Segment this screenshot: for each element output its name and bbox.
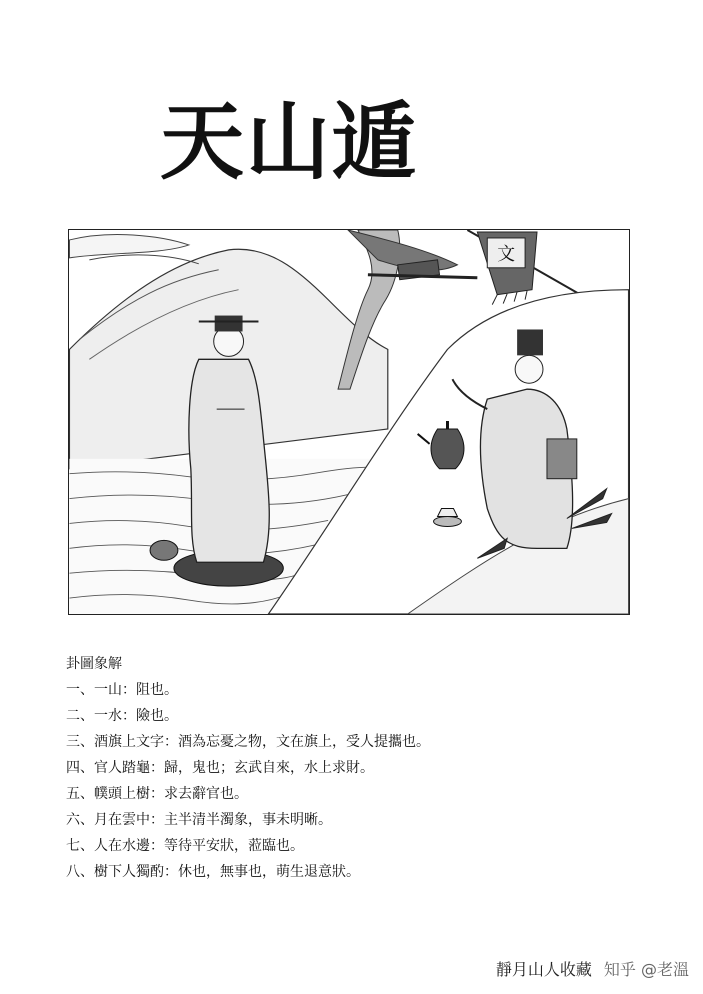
caption-line: 六、月在雲中：主半清半濁象，事未明晰。 bbox=[66, 812, 332, 828]
caption-line: 五、幞頭上樹：求去辭官也。 bbox=[66, 786, 248, 802]
banner-character: 文 bbox=[497, 243, 516, 265]
moon-in-clouds bbox=[69, 235, 198, 264]
page-title: 天山遁 bbox=[160, 93, 419, 191]
caption-line: 四、官人踏龜：歸，鬼也；玄武自來，水上求財。 bbox=[66, 760, 374, 776]
caption-line: 七、人在水邊：等待平安狀，蒞臨也。 bbox=[66, 838, 304, 854]
watermark: 知乎 @老溫 bbox=[603, 960, 689, 979]
caption bbox=[66, 651, 430, 885]
footer bbox=[496, 957, 689, 980]
caption-lines bbox=[66, 677, 430, 885]
caption-line: 一、一山：阻也。 bbox=[66, 682, 178, 698]
caption-line: 三、酒旗上文字：酒為忘憂之物，文在旗上，受人提攜也。 bbox=[66, 734, 430, 750]
caption-heading: 卦圖象解 bbox=[66, 656, 122, 672]
collector-signature: 靜月山人收藏 bbox=[495, 960, 592, 979]
illustration bbox=[68, 229, 630, 615]
caption-line: 二、一水：險也。 bbox=[66, 708, 178, 724]
caption-line: 八、樹下人獨酌：休也，無事也，萌生退意狀。 bbox=[66, 864, 360, 880]
